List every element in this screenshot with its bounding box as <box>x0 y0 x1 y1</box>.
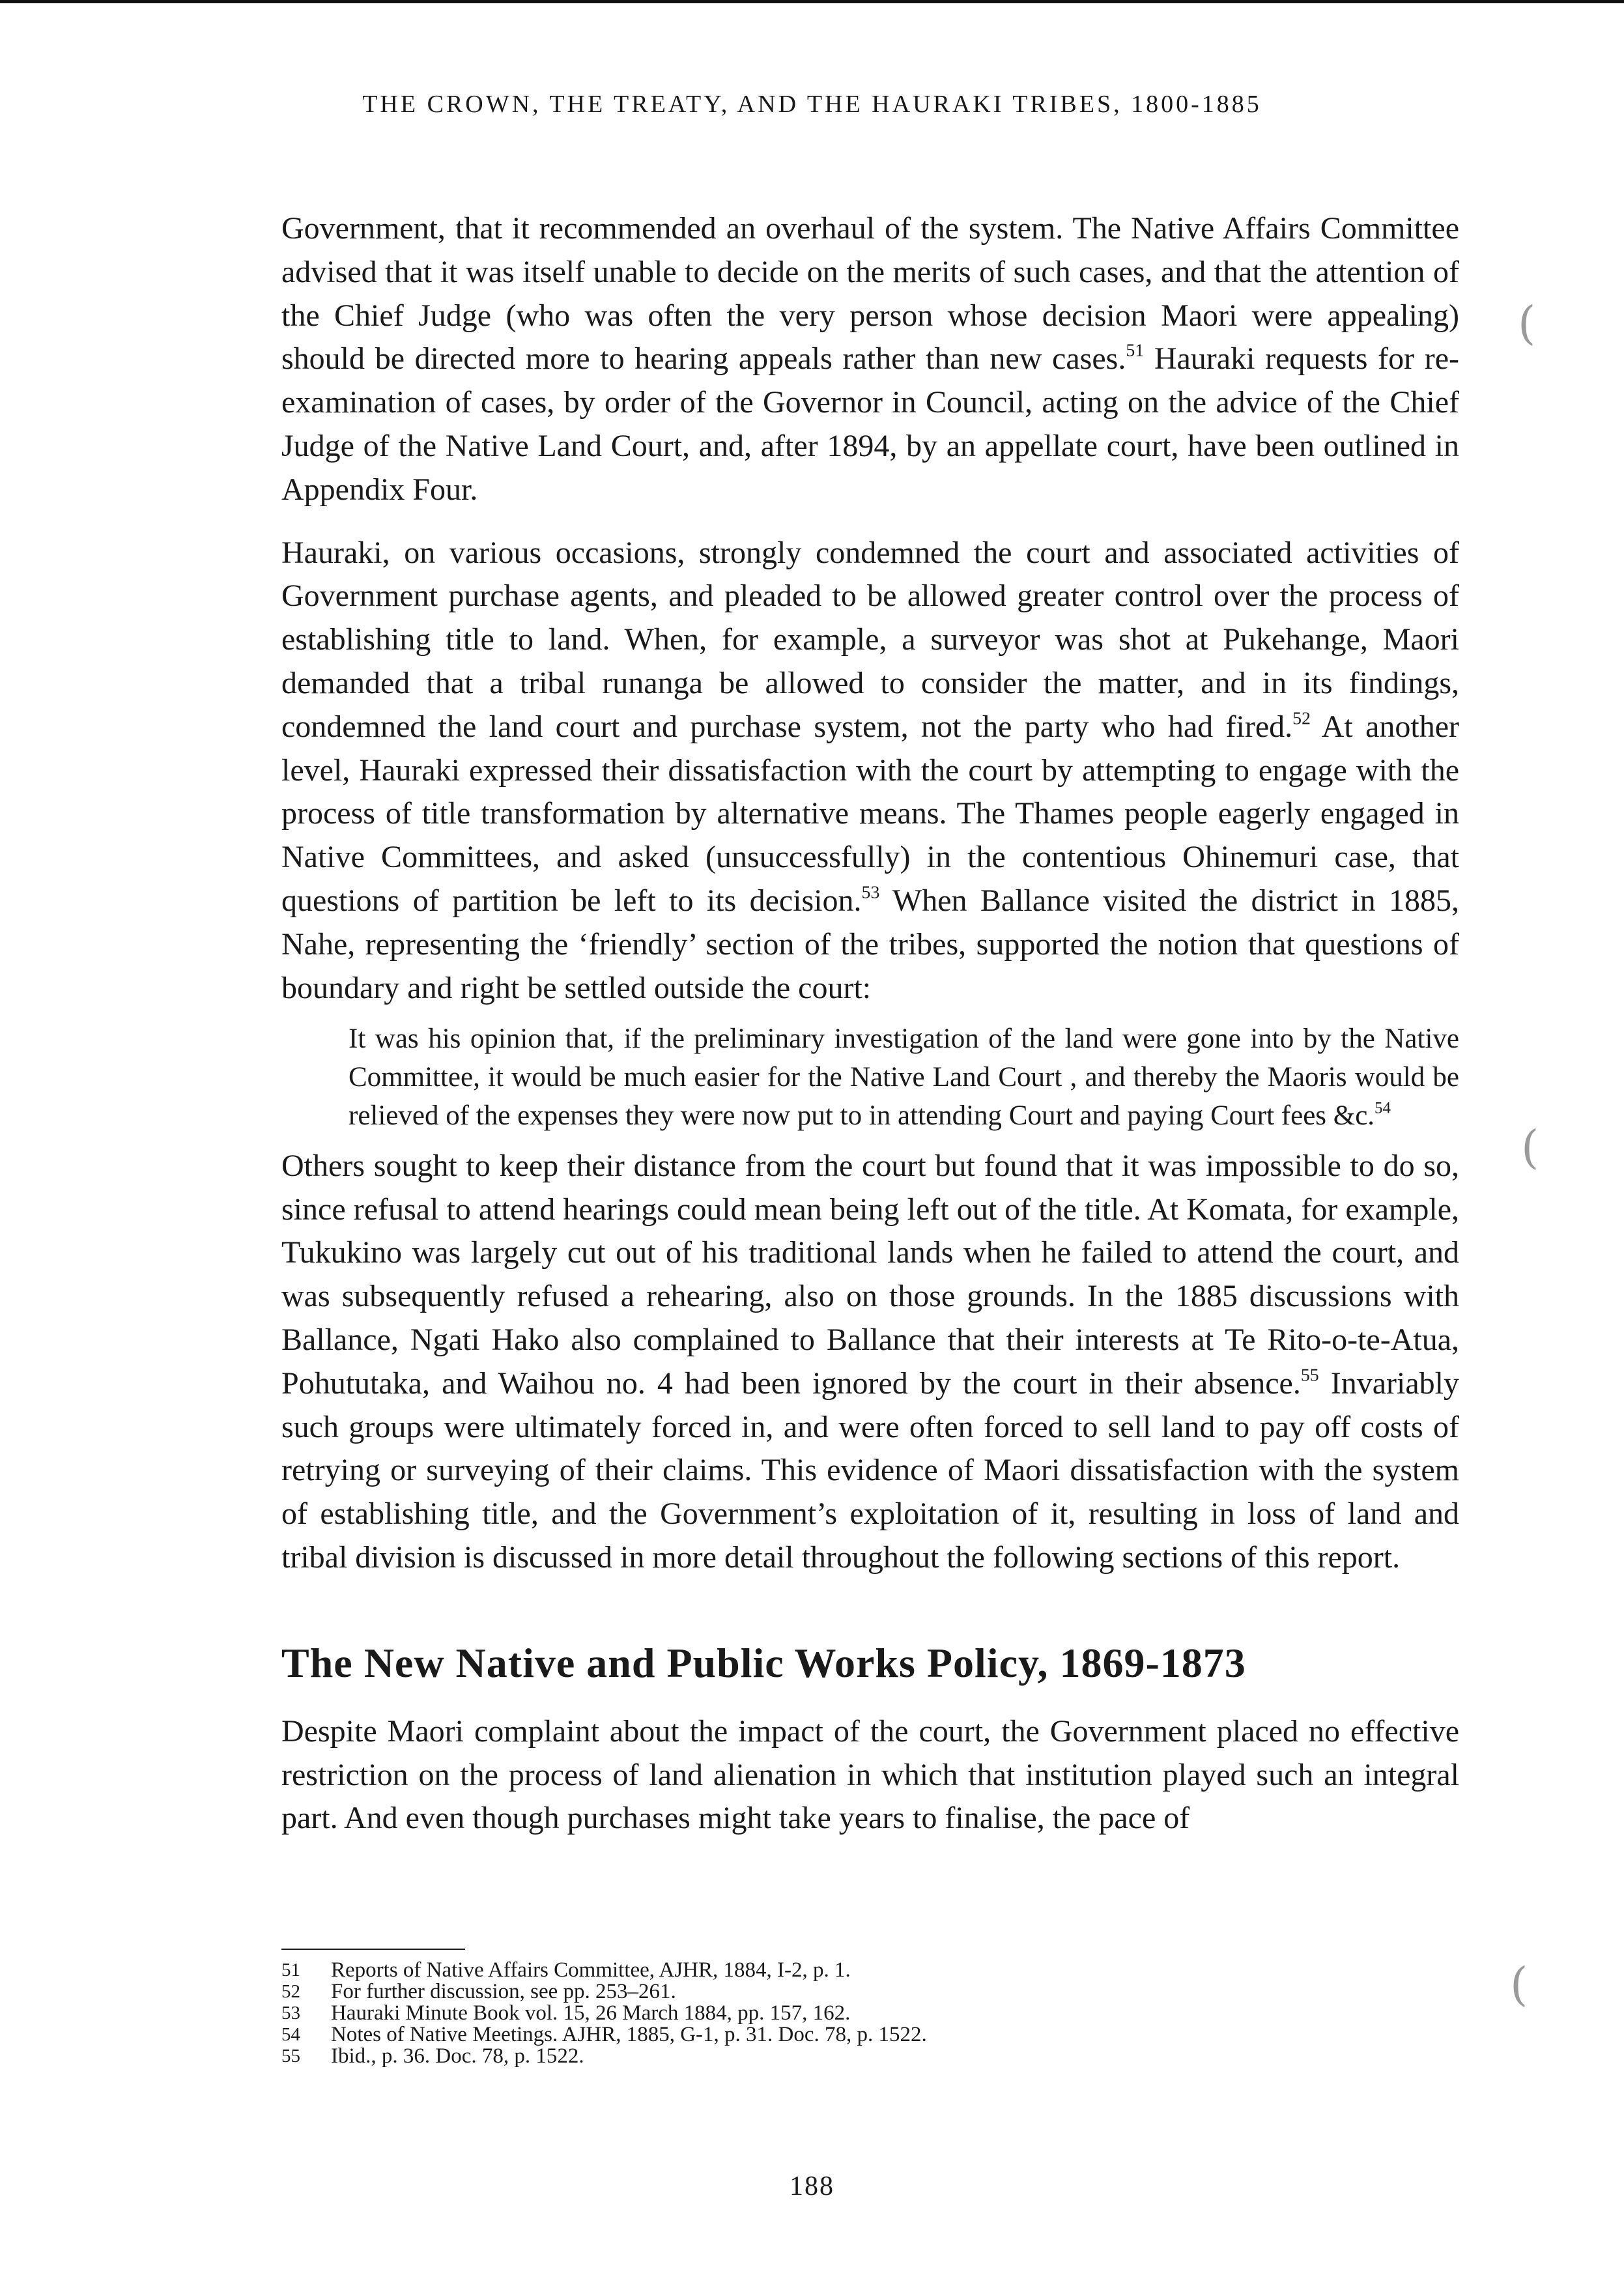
footnotes <box>281 1960 1324 2067</box>
footnote-text: Reports of Native Affairs Committee, AJHR, 1884, I-2, p. 1. <box>331 1958 851 1982</box>
paragraph-3 <box>281 1145 1459 1580</box>
paragraph-2-text-c: When Ballance visited the district in 1885, Nahe, representing the ‘friendly’ section of the tribes, supported the notion that questions of boundary and right be settled outside the court: <box>281 883 1459 1005</box>
footnote-number: 55 <box>281 2046 300 2066</box>
footnote-text: For further discussion, see pp. 253–261. <box>331 1980 676 2003</box>
section-heading: The New Native and Public Works Policy, 1869-1873 <box>281 1639 1246 1686</box>
margin-bracket-mark: ( <box>1521 1121 1539 1174</box>
block-quote <box>349 1020 1459 1135</box>
paragraph-1-text-b: Hauraki requests for re-examination of cases, by order of the Governor in Council, acting on the advice of the Chief Judge of the Native Land Court, and, after 1894, by an appellate court, have been outlined in Appendix Four. <box>281 341 1460 507</box>
footnote-number: 51 <box>281 1960 300 1980</box>
margin-bracket-mark: ( <box>1518 296 1536 350</box>
main-text <box>281 207 1459 1840</box>
paragraph-2-text-a: Hauraki, on various occasions, strongly condemned the court and associated activities of Government purchase agents, and pleaded to be allowed greater control over the process of establishing title to land. When, for example, a surveyor was shot at Pukehange, Maori demanded that a tribal runanga be allowed to consider the matter, and in its findings, condemned the land court and purchase system, not the party who had fired. <box>281 535 1459 744</box>
paragraph-1-text-a: Government, that it recommended an overhaul of the system. The Native Affairs Committee advised that it was itself unable to decide on the merits of such cases, and that the attention of the Chief Judge (who was often the very person whose decision Maori were appealing) should be directed more to hearing appeals rather than new cases. <box>281 211 1459 377</box>
paragraph-1 <box>281 207 1459 512</box>
footnote-item <box>281 2003 1324 2024</box>
paragraph-2-text-b: At another level, Hauraki expressed their dissatisfaction with the court by attempting to engage with the process of title transformation by alternative means. The Thames people eagerly engaged in Native Committees, and asked (unsuccessfully) in the contentious Ohinemuri case, that questions of partition be left to its decision. <box>281 709 1459 918</box>
paragraph-3-text-b: Invariably such groups were ultimately forced in, and were often forced to sell land to pay off costs of retrying or surveying of their claims. This evidence of Maori dissatisfaction with the system of establishing title, and the Government’s exploitation of it, resulting in loss of land and tribal division is discussed in more detail throughout the following sections of this report. <box>281 1365 1460 1575</box>
footnote-divider <box>281 1949 465 1950</box>
footnote-item <box>281 1960 1324 1981</box>
paragraph-4: Despite Maori complaint about the impact of the court, the Government placed no effective restriction on the process of land alienation in which that institution played such an integral part. And even though purchases might take years to finalise, the pace of <box>281 1713 1459 1836</box>
footnote-item <box>281 2046 1324 2067</box>
running-header: THE CROWN, THE TREATY, AND THE HAURAKI TRIBES, 1800-1885 <box>362 91 1262 118</box>
page-number: 188 <box>790 2171 834 2201</box>
margin-bracket-mark: ( <box>1510 1958 1528 2011</box>
footnote-ref-53[interactable]: 53 <box>861 882 880 903</box>
footnote-item <box>281 1981 1324 2003</box>
footnote-text: Notes of Native Meetings. AJHR, 1885, G-1, p. 31. Doc. 78, p. 1522. <box>331 2023 927 2046</box>
paragraph-2 <box>281 532 1459 1010</box>
block-quote-text: It was his opinion that, if the preliminary investigation of the land were gone into by the Native Committee, it would be much easier for the Native Land Court , and thereby the Maoris would be relieved of the expenses they were now put to in attending Court and paying Court fees &c. <box>349 1023 1459 1131</box>
footnote-number: 52 <box>281 1981 300 2002</box>
paragraph-3-text-a: Others sought to keep their distance from the court but found that it was impossible to do so, since refusal to attend hearings could mean being left out of the title. At Komata, for example, Tukukino was largely cut out of his traditional lands when he failed to attend the court, and was subsequently refused a rehearing, also on those grounds. In the 1885 discussions with Ballance, Ngati Hako also complained to Ballance that their interests at Te Rito-o-te-Atua, Pohututaka, and Waihou no. 4 had been ignored by the court in their absence. <box>281 1148 1459 1401</box>
footnote-text: Hauraki Minute Book vol. 15, 26 March 1884, pp. 157, 162. <box>331 2001 851 2025</box>
footnote-ref-54[interactable]: 54 <box>1375 1099 1391 1117</box>
footnote-number: 54 <box>281 2024 300 2045</box>
footnote-ref-51[interactable]: 51 <box>1126 340 1145 361</box>
footnote-text: Ibid., p. 36. Doc. 78, p. 1522. <box>331 2044 584 2068</box>
scan-edge-line <box>0 0 1624 3</box>
footnote-ref-55[interactable]: 55 <box>1300 1365 1319 1386</box>
footnote-number: 53 <box>281 2003 300 2023</box>
footnote-ref-52[interactable]: 52 <box>1292 708 1311 729</box>
footnote-item <box>281 2024 1324 2046</box>
